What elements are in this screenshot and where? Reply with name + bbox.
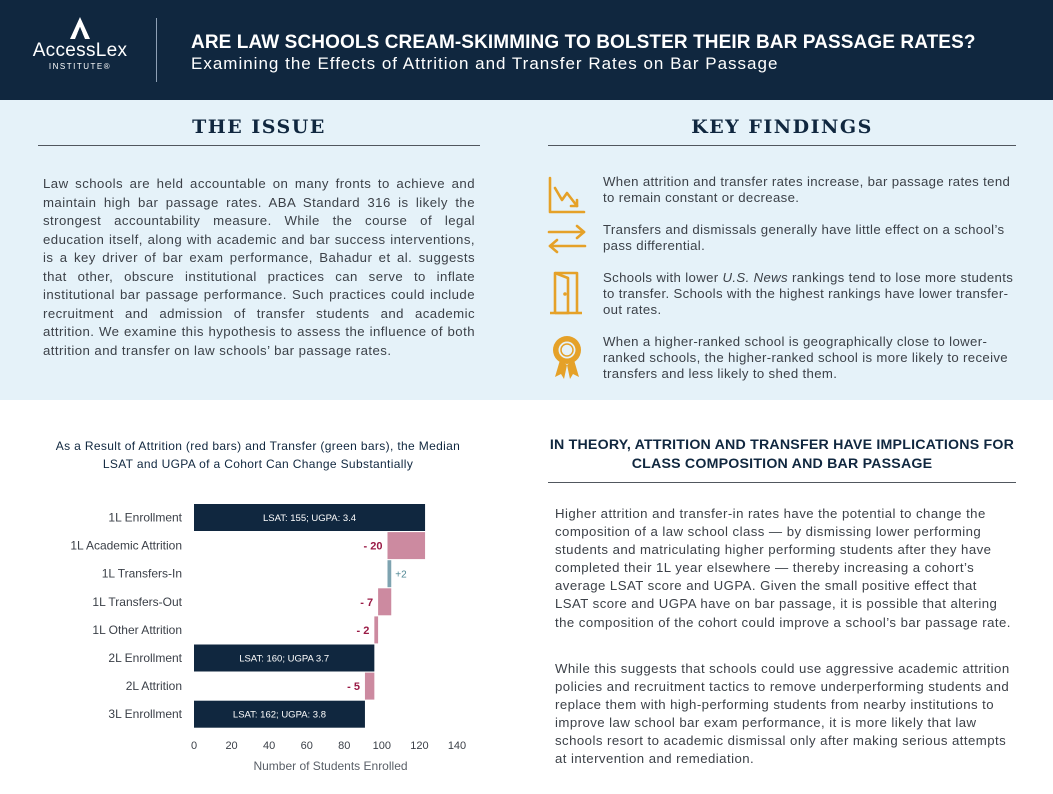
x-tick-label: 100 <box>372 740 392 752</box>
bar-data-label: +2 <box>395 569 407 581</box>
category-label: 1L Transfers-In <box>101 566 182 581</box>
usnews-italic: U.S. News <box>722 270 788 285</box>
logo-subtitle: INSTITUTE® <box>48 62 112 71</box>
chart-title: As a Result of Attrition (red bars) and Transfer (green bars), the Median LSAT and UGPA of a Cohort Can Change Substantially <box>55 439 461 471</box>
x-tick-label: 80 <box>338 740 351 752</box>
findings-heading: KEY FINDINGS <box>691 116 873 138</box>
award-ribbon-icon <box>546 334 588 380</box>
transfer-arrows-icon <box>546 222 588 268</box>
findings-rule <box>548 145 1016 146</box>
declining-chart-icon <box>546 174 588 220</box>
finding-item <box>546 222 1016 272</box>
header-divider <box>156 18 157 82</box>
category-label: 2L Enrollment <box>108 651 182 665</box>
finding-text-part: rankings tend to lose more students to transfer. Schools with the highest rankings have lower transfer-out rates. <box>603 270 1014 317</box>
finding-text: When a higher-ranked school is geographically close to lower-ranked schools, the higher-ranked school is more likely to receive transfers and less likely to shed them. <box>603 334 1008 381</box>
finding-text: When attrition and transfer rates increase, bar passage rates tend to remain constant or decrease. <box>603 174 1011 205</box>
theory-paragraph-1: Higher attrition and transfer-in rates have the potential to change the composition of a law school class — by dismissing lower performing students and matriculating higher performing students after they have completed their 1L year elsewhere — thereby increasing a cohort’s average LSAT score and UGPA. Given the small positive effect that LSAT score and UGPA have on bar passage, it is possible that altering the composition of the cohort could improve a school’s bar passage rate. <box>555 506 1011 630</box>
category-label: 1L Enrollment <box>108 510 182 525</box>
bar-data-label: - 2 <box>356 624 370 637</box>
page-subtitle: Examining the Effects of Attrition and Transfer Rates on Bar Passage <box>191 54 779 73</box>
accesslex-logo <box>22 16 138 86</box>
bar-data-label: - 5 <box>347 681 360 694</box>
open-door-icon <box>546 270 588 316</box>
x-axis-label: Number of Students Enrolled <box>253 759 408 773</box>
category-label: 1L Other Attrition <box>92 622 182 637</box>
finding-item <box>546 270 1016 320</box>
x-tick-label: 20 <box>225 740 238 752</box>
finding-text-part: Schools with lower <box>603 270 723 285</box>
finding-text <box>603 270 1015 318</box>
finding-item <box>546 174 1016 224</box>
bar-data-label: - 20 <box>363 540 383 553</box>
x-tick-label: 60 <box>300 740 313 752</box>
page-title: ARE LAW SCHOOLS CREAM-SKIMMING TO BOLSTER THEIR BAR PASSAGE RATES? <box>191 32 976 53</box>
bar-attrition <box>387 532 425 559</box>
bar-attrition <box>378 588 391 615</box>
x-tick-label: 0 <box>190 740 198 752</box>
bar-data-label: LSAT: 162; UGPA: 3.8 <box>232 709 327 721</box>
bar-transfer_in <box>387 560 391 587</box>
category-label: 1L Transfers-Out <box>92 594 182 609</box>
theory-paragraph-2: While this suggests that schools could use aggressive academic attrition policies and recruitment tactics to remove underperforming students and replace them with high-performing students from nearby institutions to improve law school bar exam performance, it is more likely that law schools resort to academic dismissal only after making serious attempts at intervention and remediation. <box>555 661 1010 767</box>
category-label: 2L Attrition <box>125 679 182 694</box>
issue-rule <box>38 145 480 146</box>
finding-item <box>546 334 1016 384</box>
header-banner <box>0 0 1053 100</box>
category-label: 3L Enrollment <box>108 707 182 722</box>
x-tick-label: 120 <box>410 740 429 752</box>
issue-heading: THE ISSUE <box>192 116 326 138</box>
bar-attrition <box>365 673 374 700</box>
x-tick-label: 140 <box>447 740 467 752</box>
category-label: 1L Academic Attrition <box>70 538 182 553</box>
issue-body: Law schools are held accountable on many fronts to achieve and maintain high bar passage rates. ABA Standard 316 is likely the strongest accountability measure. While the course of legal education itself, along with academic and bar success interventions, is a key driver of bar exam performance, Bahadur et al. suggests that other, obscure institutional practices can serve to inflate institutional bar passage performance. Such practices could include recruitment and admission of transfer students and academic attrition. We examine this hypothesis to assess the influence of both attrition and transfer on law schools’ bar passage rates. <box>43 176 475 358</box>
x-tick-label: 40 <box>263 740 276 752</box>
bar-data-label: LSAT: 155; UGPA: 3.4 <box>262 513 357 524</box>
theory-rule <box>548 482 1016 483</box>
finding-text: Transfers and dismissals generally have little effect on a school’s pass differential. <box>603 222 1005 253</box>
bar-attrition <box>374 616 378 643</box>
bar-data-label: - 7 <box>360 596 374 609</box>
waterfall-chart <box>30 495 480 780</box>
bar-data-label: LSAT: 160; UGPA 3.7 <box>239 653 330 665</box>
logo-name: AccessLex <box>32 40 128 61</box>
theory-heading: IN THEORY, ATTRITION AND TRANSFER HAVE IMPLICATIONS FOR CLASS COMPOSITION AND BAR PASSAGE <box>549 437 1015 472</box>
logo-a-mark-icon <box>67 16 93 40</box>
